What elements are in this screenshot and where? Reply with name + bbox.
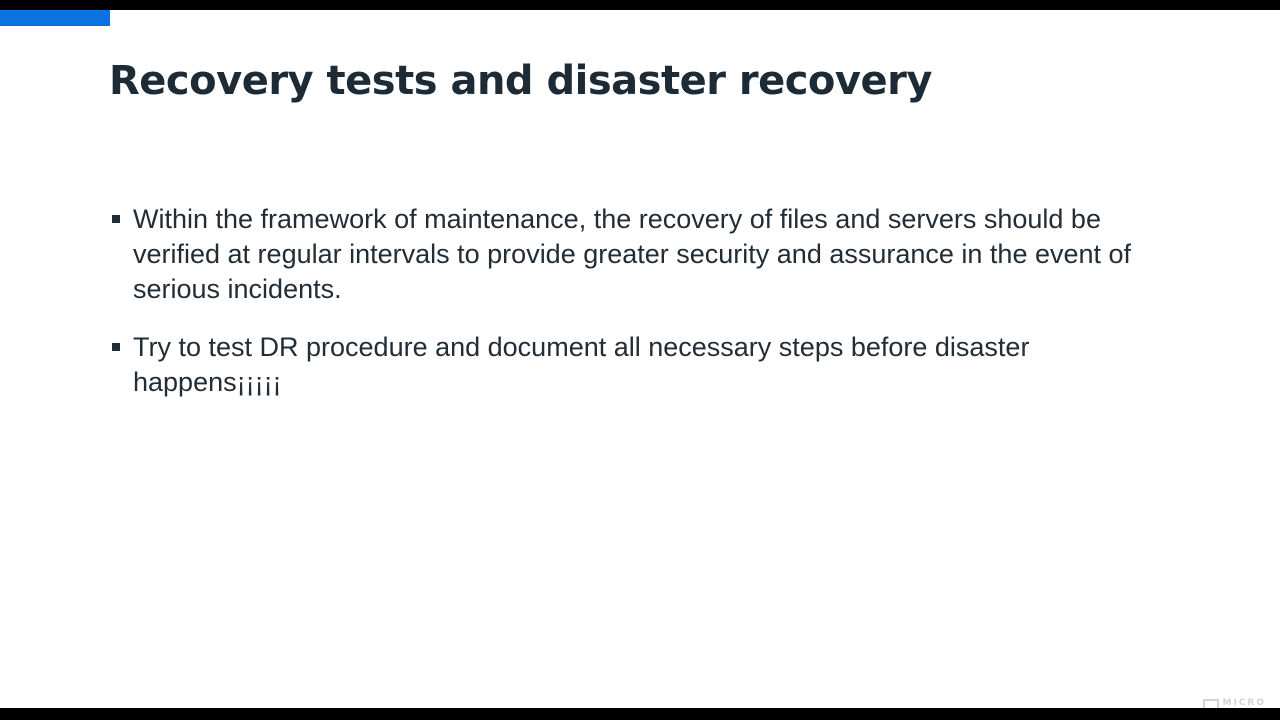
bottom-letterbox-bar bbox=[0, 708, 1280, 720]
micro-focus-logo-icon bbox=[1203, 699, 1219, 708]
square-bullet-icon bbox=[112, 215, 120, 223]
top-letterbox-bar bbox=[0, 0, 1280, 10]
bullet-text: Try to test DR procedure and document all necessary steps before disaster happens¡¡¡¡¡ bbox=[133, 332, 1030, 397]
bullet-item bbox=[109, 330, 1169, 400]
bullet-text: Within the framework of maintenance, the recovery of files and servers should be verified at regular intervals to provide greater security and assurance in the event of serious incidents. bbox=[133, 204, 1132, 304]
presentation-slide bbox=[0, 10, 1280, 708]
square-bullet-icon bbox=[112, 343, 120, 351]
micro-focus-logo bbox=[1203, 696, 1267, 708]
bullet-item bbox=[109, 202, 1169, 307]
slide-title: Recovery tests and disaster recovery bbox=[109, 58, 932, 104]
logo-text: MICRO bbox=[1222, 698, 1266, 708]
bullet-list bbox=[109, 202, 1169, 423]
accent-tab bbox=[0, 10, 110, 26]
